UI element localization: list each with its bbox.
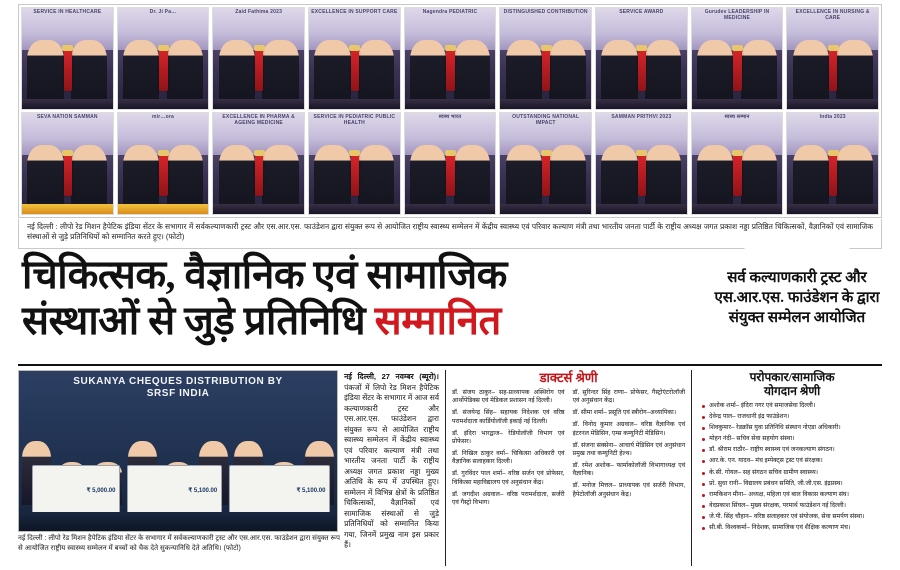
trophy-icon [733, 155, 741, 195]
photo-grid-row [21, 112, 879, 215]
social-category-column [698, 370, 882, 566]
photo-floor [22, 99, 113, 109]
photo-backdrop-text: EXCELLENCE IN NURSING & CARE [795, 9, 870, 21]
photo-backdrop-text: Dr. Ji Pa… [149, 9, 177, 15]
doctors-category-column [445, 370, 692, 566]
list-item: डॉ. जगदीश अग्रवाल– वरिष्ठ परामर्शदाता, सर्जरी एवं गैस्ट्रो विभाग। [452, 490, 565, 506]
list-item: के.सी. गोयल– सह संगठन सचिव ग्रामीण स्वास्थ्य। [702, 469, 882, 478]
photo-floor [692, 99, 783, 109]
trophy-icon [829, 155, 837, 195]
headline-line-1: चिकित्सक, वैज्ञानिक एवं सामाजिक [22, 252, 507, 297]
event-photo [499, 112, 592, 215]
article-dateline: नई दिल्ली, 27 नवम्बर (ब्यूरो)। [344, 372, 439, 381]
list-item: डॉ. मनोज मित्तल– प्राध्यापक एवं सर्जरी विभाग, हैपेटोलॉजी अनुसंधान केंद्र। [572, 482, 686, 498]
photo-floor [500, 204, 591, 214]
event-photo [786, 7, 879, 110]
doctors-list-right [573, 389, 686, 511]
doctors-list-wrapper [452, 389, 685, 511]
event-photo [21, 7, 114, 110]
list-item: डॉ. सीमा शर्मा– प्रसूति एवं स्त्रीरोग–अध्यापिका। [572, 409, 677, 417]
list-item: डॉ. संजय ठाकुर– सह-प्राध्यापक अस्थिरोग एवं आर्थोपेडिक्स एवं मेडिकल प्रशासन नई दिल्ली। [452, 389, 565, 405]
trophy-icon [542, 50, 550, 90]
cheque-amount: ₹ 5,000.00 [32, 465, 121, 515]
cheque-distribution-photo [18, 370, 338, 532]
headline-highlight: सम्मानित [374, 298, 501, 343]
event-photo [404, 7, 497, 110]
photo-floor [213, 204, 304, 214]
trophy-icon [255, 155, 263, 195]
photo-floor [118, 99, 209, 109]
trophy-icon [542, 155, 550, 195]
photo-backdrop-text: Gurudev LEADERSHIP IN MEDICINE [704, 9, 770, 21]
trophy-icon [829, 50, 837, 90]
list-item: डॉ. संजयेन्द्र सिंह– सहायक निदेशक एवं वरिष्ठ परामर्शदाता कार्डियोलॉजी इकाई नई दिल्ली। [452, 409, 565, 425]
trophy-icon [446, 155, 454, 195]
photo-backdrop-text: SERVICE IN HEALTHCARE [33, 9, 102, 15]
list-item: डॉ. विनोद कुमार अग्रवाल– वरिष्ठ वैज्ञानिक एवं इंटरनल मेडिसिन, एम्स कम्युनिटी मेडिसिन। [572, 421, 686, 437]
photo-floor [596, 204, 687, 214]
list-item: देवेन्द्र पाल– राजधानी इंद्र फाउंडेशन। [702, 413, 882, 422]
page-title [22, 252, 722, 344]
photo-floor [500, 99, 591, 109]
list-item: डॉ. संजना सक्सेना– आचार्य मेडिसिन एवं अनुसंधान प्रमुख तथा कम्युनिटी हेल्थ। [572, 441, 686, 457]
cheque-caption-text: नई दिल्ली : लीपो रेड मिशन हैपेटिक इंडिया सेंटर के सभागार में सर्वकल्याणकारी ट्रस्ट और एस.आर.एस. फाउंडेशन द्वारा संयुक्त रूप से आयोजित राष्ट्रीय स्वास्थ्य सम्मेलन में बच्चों को चैक देते सुकन्यानिधि देते अतिथि। [18, 535, 340, 552]
list-item: प्रो. सुधा रानी– विद्यालय प्रबंधन समिति, जी.जी.एस. इंद्रप्रस्थ। [702, 480, 882, 489]
event-photo [117, 112, 210, 215]
cheque-amount: ₹ 5,100.00 [127, 465, 222, 515]
event-photo [212, 7, 305, 110]
photo-floor [787, 99, 878, 109]
article-text: पंकजों में लिपो रेड मिशन हैपेटिक इंडिया सेंटर के सभागार में आज सर्व कल्याणकारी ट्रस्ट और एस.आर.एस. फाउंडेशन द्वारा संयुक्त रूप से आयोजित राष्ट्रीय स्वास्थ्य सम्मेलन में केंद्रीय स्वास्थ्य एवं परिवार कल्याण मंत्री तथा भारतीय जनता पार्टी के राष्ट्रीय अध्यक्ष जगत प्रकाश नड्डा मुख्य अतिथि के रूप में उपस्थित हुए। सम्मेलन में विभिन्न क्षेत्रों के प्रतिष्ठित चिकित्सकों, वैज्ञानिकों एवं सामाजिक संस्थाओं से जुड़े प्रतिनिधियों को सम्मानित किया गया, जिनमें प्रमुख नाम इस प्रकार हैं। [344, 382, 439, 549]
photo-grid [18, 4, 882, 218]
trophy-icon [159, 155, 167, 195]
list-item: रामकिशन मीना– अध्यक्ष, महिला एवं बाल विकास कल्याण संघ। [702, 491, 882, 500]
photo-floor [118, 204, 209, 214]
list-item: शिवकुमार– रेडक्रॉस युवा प्रतिनिधि संस्थान नोएडा अधिकारी। [702, 424, 882, 433]
photo-floor [19, 512, 337, 531]
list-item: मोहन नंदी– सचिव सेवा सहयोग संस्था। [702, 435, 882, 444]
photo-backdrop-text: mir…ora [152, 114, 174, 120]
photo-floor [309, 204, 400, 214]
photo-floor [22, 204, 113, 214]
trophy-icon [733, 50, 741, 90]
list-item: आर.के. एन. यादव– मंच इम्पेक्ट्स ट्रस्ट एवं संरक्षक। [702, 457, 882, 466]
list-item: अशोक शर्मा– इंदिरा नगर एवं समाजसेवा दिल्ली। [702, 402, 882, 411]
photo-backdrop-text: SERVICE AWARD [619, 9, 664, 15]
divider [18, 364, 882, 366]
photo-backdrop-text: EXCELLENCE IN PHARMA & AGEING MEDICINE [222, 114, 295, 126]
trophy-icon [255, 50, 263, 90]
list-item: जे.पी. सिंह चौहान– वरिष्ठ सलाहकार एवं संयोजक, सेवा समर्पण संस्था। [702, 513, 882, 522]
headline-line-2 [22, 298, 722, 344]
event-photo [308, 112, 401, 215]
photo-floor [787, 204, 878, 214]
trophy-icon [638, 50, 646, 90]
list-item: वेदप्रकाश सिंघल– मुख्य संरक्षक, परमार्थ फाउंडेशन नई दिल्ली। [702, 502, 882, 511]
trophy-icon [351, 50, 359, 90]
photo-backdrop-text: स्वस्थ सम्मान [724, 114, 750, 120]
event-photo [21, 112, 114, 215]
social-category-heading-line-1: परोपकार/सामाजिक [749, 370, 835, 384]
event-photo [691, 7, 784, 110]
trophy-icon [159, 50, 167, 90]
photo-backdrop-text: DISTINGUISHED CONTRIBUTION [503, 9, 588, 15]
photo-backdrop-text: OUTSTANDING NATIONAL IMPACT [512, 114, 580, 126]
list-item: सी.बी. विश्वकर्मा– निदेशक, सामाजिक एवं शैक्षिक कल्याण मंच। [702, 524, 882, 533]
photo-backdrop-text: SEVA NATION SAMMAN [36, 114, 98, 120]
event-photo [212, 112, 305, 215]
photo-backdrop-text: SAMMAN PRITHVI 2023 [611, 114, 672, 120]
photo-grid-row [21, 7, 879, 110]
trophy-icon [64, 155, 72, 195]
list-item: डॉ. सुरिन्दर सिंह राणा– प्रोफेसर, गैस्ट्रोएंटरोलॉजी एवं अनुसंधान केंद्र। [572, 389, 686, 405]
list-item: डॉ. इंदिरा भारद्वाज– रेडियोलॉजी विभाग एवं प्रोफेसर। [452, 429, 565, 446]
event-photo [499, 7, 592, 110]
photo-grid-caption-credit: (फोटो) [165, 232, 185, 241]
trophy-icon [64, 50, 72, 90]
event-photo [117, 7, 210, 110]
photo-floor [405, 99, 496, 109]
list-item: डॉ. श्रीराम राठौर– राष्ट्रीय स्वास्थ्य एवं जनकल्याण संगठन। [702, 446, 882, 455]
photo-backdrop-text: SERVICE IN PEDIATRIC PUBLIC HEALTH [313, 114, 396, 126]
event-photo [404, 112, 497, 215]
trophy-icon [446, 50, 454, 90]
photo-backdrop-text: स्वस्थ भारत [438, 114, 462, 120]
photo-floor [596, 99, 687, 109]
social-category-heading-line-2: योगदान श्रेणी [763, 384, 821, 398]
event-photo [595, 112, 688, 215]
event-photo [595, 7, 688, 110]
cheque-amount: ₹ 5,100.00 [229, 465, 330, 515]
list-item: डॉ. निखिल ठाकुर वर्मा– चिकित्सा अधिकारी एवं वैज्ञानिक सलाहकार दिल्ली। [452, 449, 565, 466]
kicker-badge: सर्व कल्याणकारी ट्रस्ट और एस.आर.एस. फाउंडेशन के द्वारा संयुक्त सम्मेलन आयोजित [704, 238, 890, 358]
photo-backdrop-text: Nagendra PEDIATRIC [422, 9, 478, 15]
headline-line-2-text: संस्थाओं से जुड़े प्रतिनिधि [22, 298, 375, 343]
event-photo [786, 112, 879, 215]
article-body [344, 370, 439, 566]
photo-backdrop-text: India 2023 [819, 114, 846, 120]
photo-backdrop-text: Zaid Fathima 2023 [235, 9, 283, 15]
cheque-photo-caption [18, 534, 340, 553]
social-list [702, 402, 882, 533]
photo-grid-caption-text: नई दिल्ली : लीपो रेड मिशन हैपेटिक इंडिया सेंटर के सभागार में सर्वकल्याणकारी ट्रस्ट और एस.आर.एस. फाउंडेशन द्वारा संयुक्त रूप से आयोजित राष्ट्रीय स्वास्थ्य सम्मेलन में केंद्रीय स्वास्थ्य एवं परिवार कल्याण मंत्री तथा भारतीय जनता पार्टी के राष्ट्रीय अध्यक्ष जगत प्रकाश नड्डा प्रतिष्ठित चिकित्सकों, वैज्ञानिकों एवं सामाजिक संस्थाओं से जुड़े प्रतिनिधियों को सम्मानित करते हुए। [27, 222, 873, 241]
trophy-icon [351, 155, 359, 195]
event-photo [691, 112, 784, 215]
cheque-photo-banner-text: SUKANYA CHEQUES DISTRIBUTION BY SRSF INDIA [73, 375, 283, 399]
photo-backdrop-text: EXCELLENCE IN SUPPORT CARE [311, 9, 398, 15]
photo-floor [692, 204, 783, 214]
photo-floor [309, 99, 400, 109]
photo-floor [405, 204, 496, 214]
trophy-icon [638, 155, 646, 195]
doctors-list-left [452, 389, 565, 511]
event-photo [308, 7, 401, 110]
doctors-category-heading: डाक्टर्स श्रेणी [539, 370, 598, 385]
cheque-caption-credit: (फोटो) [223, 544, 241, 552]
list-item: डॉ. रमेश अशोक– फार्माकोलॉजी विभागाध्यक्ष एवं वैज्ञानिक। [572, 461, 686, 478]
photo-floor [213, 99, 304, 109]
list-item: डॉ. गुरविंदर पाल शर्मा– वरिष्ठ सर्जन एवं प्रोफेसर, चिकित्सा महाविद्यालय एवं अनुसंधान केंद्र। [452, 470, 565, 486]
